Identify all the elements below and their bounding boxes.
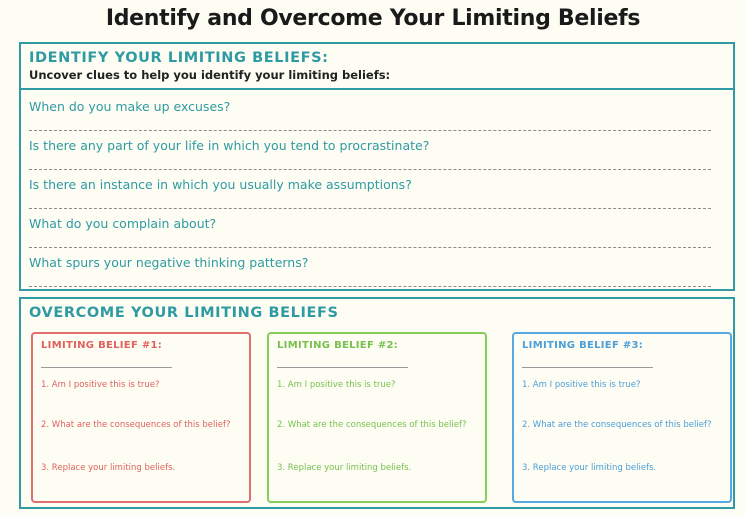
card-prompt: 2. What are the consequences of this belief? (41, 420, 231, 430)
question-text: What spurs your negative thinking patterns? (29, 255, 309, 270)
card-prompt: 1. Am I positive this is true? (277, 380, 396, 390)
overcome-heading: OVERCOME YOUR LIMITING BELIEFS (29, 305, 339, 321)
card-prompt: 1. Am I positive this is true? (41, 380, 160, 390)
question-text: When do you make up excuses? (29, 99, 231, 114)
question-text: What do you complain about? (29, 216, 217, 231)
card-prompt: 1. Am I positive this is true? (522, 380, 641, 390)
card-title: LIMITING BELIEF #3: (522, 340, 644, 351)
identify-heading: IDENTIFY YOUR LIMITING BELIEFS: (29, 50, 329, 66)
identify-header (21, 44, 733, 90)
question-text: Is there an instance in which you usually make assumptions? (29, 177, 412, 192)
question-row[interactable] (29, 209, 711, 248)
card-prompt: 2. What are the consequences of this belief? (522, 420, 712, 430)
question-row[interactable] (29, 131, 711, 170)
card-prompt: 3. Replace your limiting beliefs. (41, 463, 176, 473)
question-row[interactable] (29, 248, 711, 287)
limiting-belief-card-3 (512, 332, 732, 503)
answer-line[interactable] (41, 367, 172, 368)
question-row[interactable] (29, 92, 711, 131)
answer-line[interactable] (522, 367, 653, 368)
limiting-belief-card-1 (31, 332, 251, 503)
limiting-belief-card-2 (267, 332, 487, 503)
question-text: Is there any part of your life in which you tend to procrastinate? (29, 138, 430, 153)
page-title: Identify and Overcome Your Limiting Beliefs (105, 6, 641, 31)
identify-section (19, 42, 735, 291)
question-row[interactable] (29, 170, 711, 209)
overcome-section (19, 297, 735, 509)
card-title: LIMITING BELIEF #2: (277, 340, 399, 351)
answer-line[interactable] (277, 367, 408, 368)
card-prompt: 3. Replace your limiting beliefs. (277, 463, 412, 473)
card-title: LIMITING BELIEF #1: (41, 340, 163, 351)
card-prompt: 3. Replace your limiting beliefs. (522, 463, 657, 473)
card-prompt: 2. What are the consequences of this belief? (277, 420, 467, 430)
identify-subheading: Uncover clues to help you identify your limiting beliefs: (29, 68, 391, 82)
